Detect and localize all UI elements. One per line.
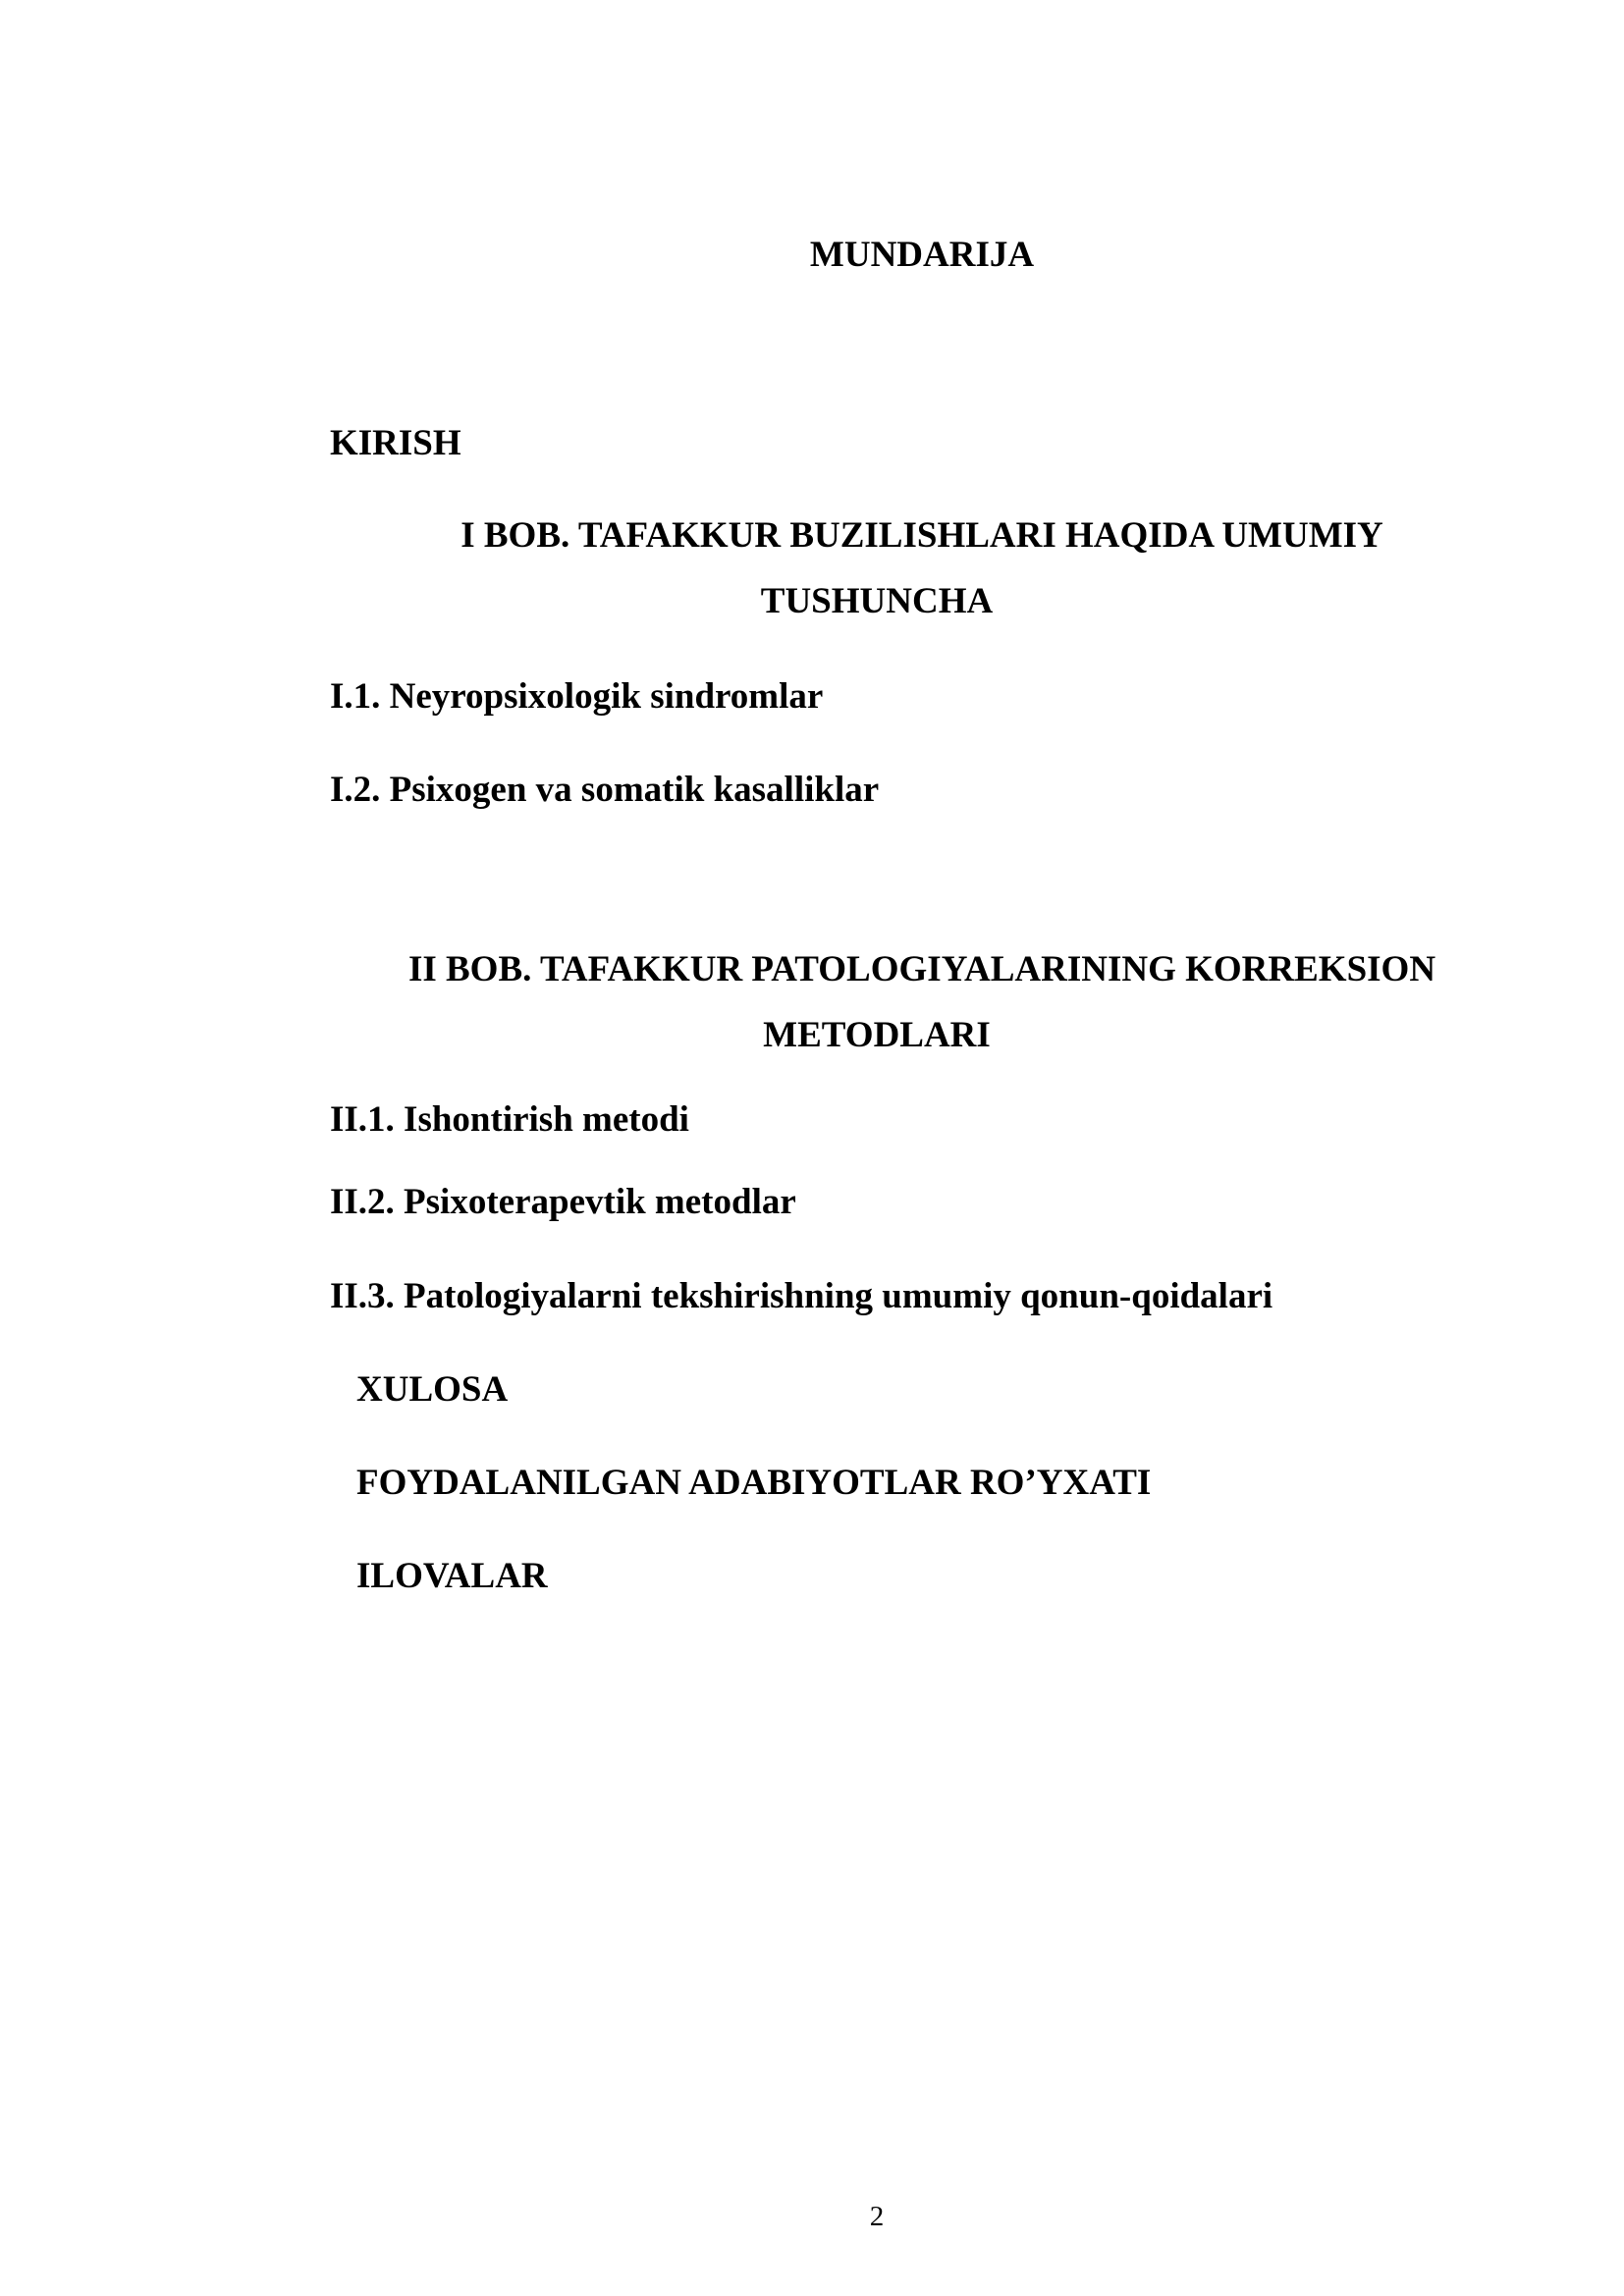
toc-chapter-1-line-1: I BOB. TAFAKKUR BUZILISHLARI HAQIDA UMUMIY (460, 515, 1383, 556)
toc-entry-conclusion: XULOSA (356, 1369, 509, 1410)
toc-chapter-2-line-1: II BOB. TAFAKKUR PATOLOGIYALARINING KORREKSION (407, 949, 1436, 989)
toc-chapter-2-line-2: METODLARI (763, 1015, 991, 1055)
toc-entry-section-2-2: II.2. Psixoterapevtik metodlar (330, 1182, 796, 1222)
toc-title: MUNDARIJA (809, 235, 1035, 275)
toc-entry-intro: KIRISH (330, 423, 461, 463)
toc-entry-section-2-1: II.1. Ishontirish metodi (330, 1099, 689, 1140)
toc-entry-references: FOYDALANILGAN ADABIYOTLAR RO’YXATI (356, 1463, 1152, 1503)
toc-entry-section-1-1: I.1. Neyropsixologik sindromlar (330, 676, 824, 717)
toc-entry-appendices: ILOVALAR (356, 1556, 548, 1596)
toc-chapter-1-line-2: TUSHUNCHA (760, 581, 994, 621)
page-number: 2 (869, 2201, 885, 2232)
toc-entry-section-2-3: II.3. Patologiyalarni tekshirishning umumiy qonun-qoidalari (330, 1276, 1273, 1316)
toc-entry-section-1-2: I.2. Psixogen va somatik kasalliklar (330, 770, 880, 810)
